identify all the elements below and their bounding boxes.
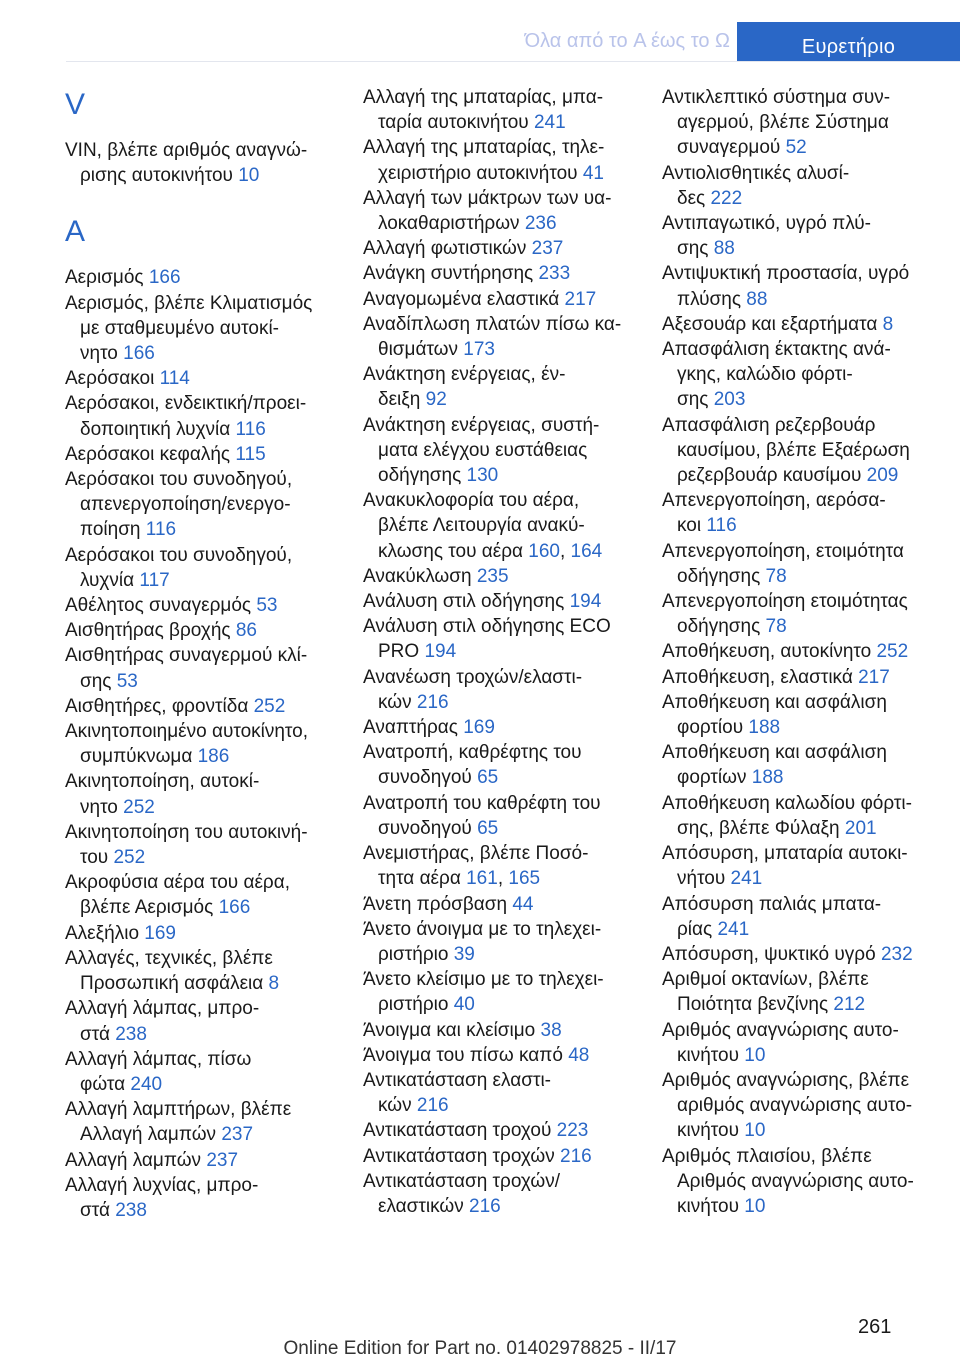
page-reference-link[interactable]: 240 (130, 1073, 163, 1095)
entry-text: Απόσυρση παλιάς μπατα- (662, 893, 882, 915)
entry-text: κών (378, 1095, 417, 1117)
entry-text: κινήτου (677, 1044, 745, 1066)
page-reference-link[interactable]: 160 (528, 540, 560, 562)
entry-text: Αλλαγή λαμπών (65, 1149, 207, 1171)
index-entry (363, 413, 638, 489)
entry-text: συνοδηγού (378, 817, 478, 839)
index-entry (363, 287, 638, 312)
index-entry (363, 1118, 638, 1143)
entry-text: οδήγησης (378, 465, 467, 487)
entry-text: Αλλαγή των μάκτρων των υα- (363, 187, 612, 209)
page-reference-link[interactable]: 116 (145, 519, 177, 541)
page-reference-link[interactable]: 65 (477, 817, 499, 839)
index-entry (65, 946, 340, 996)
entry-text: δειξη (378, 389, 426, 411)
entry-text: Αντικατάσταση τροχού (363, 1120, 557, 1142)
entry-text: σης (677, 238, 714, 260)
page-reference-link[interactable]: 201 (844, 817, 877, 839)
index-entry (65, 366, 340, 391)
entry-text: Αριθμός αναγνώρισης, βλέπε (662, 1069, 910, 1091)
index-entry (65, 643, 340, 693)
entry-text: Απασφάλιση έκτακτης ανά- (662, 339, 891, 361)
entry-text: γκης, καλώδιο φόρτι- (677, 364, 853, 386)
entry-text: νήτου (677, 868, 731, 890)
entry-text: Ανάλυση στιλ οδήγησης (363, 591, 570, 613)
index-entry (65, 265, 340, 290)
index-entry (363, 715, 638, 740)
page-reference-link[interactable]: 209 (866, 465, 899, 487)
index-entry (662, 337, 937, 413)
entry-text: Ανακυκλοφορία του αέρα, (363, 490, 580, 512)
entry-text: Ανεμιστήρας, βλέπε Ποσό- (363, 843, 589, 865)
index-entry (662, 211, 937, 261)
entry-text: Ανατροπή του καθρέφτη του (363, 792, 601, 814)
entry-text: ρίας (677, 918, 718, 940)
entry-text: Ποιότητα βενζίνης (677, 994, 834, 1016)
entry-text: Ακροφύσια αέρα του αέρα, (65, 872, 290, 894)
index-entry (363, 892, 638, 917)
index-entry (363, 1068, 638, 1118)
page-reference-link[interactable]: 10 (238, 165, 260, 187)
page-reference-link[interactable]: 92 (425, 389, 447, 411)
entry-text: απενεργοποίηση/ενεργο- (80, 494, 291, 516)
index-entry (65, 543, 340, 593)
index-entry (363, 967, 638, 1017)
page-reference-link[interactable]: 216 (469, 1195, 501, 1217)
entry-text: Αλλαγή της μπαταρίας, μπα- (363, 87, 604, 108)
page-reference-link[interactable]: 237 (206, 1149, 239, 1171)
entry-text: Αριθμός πλαισίου, βλέπε (662, 1145, 872, 1167)
entry-text: Αλλαγή της μπαταρίας, τηλε- (363, 137, 605, 159)
index-entry (65, 921, 340, 946)
footer-edition: Online Edition for Part no. 01402978825 - II/17 (283, 1338, 677, 1359)
page-reference-link[interactable]: 241 (730, 868, 763, 890)
index-entry (662, 488, 937, 538)
entry-text: με σταθμευμένο αυτοκί- (80, 317, 280, 339)
index-entry (662, 791, 937, 841)
index-entry (363, 1144, 638, 1169)
entry-text: Αλλαγή λυχνίας, μπρο- (65, 1174, 259, 1196)
entry-text: VIN, βλέπε αριθμός αναγνώ- (65, 140, 308, 161)
entry-text: Απόσυρση, μπαταρία αυτοκι- (662, 843, 908, 865)
entry-text: Ακινητοποίηση, αυτοκί- (65, 771, 260, 793)
entry-text: Αλλαγές, τεχνικές, βλέπε (65, 947, 273, 969)
page-reference-link[interactable]: 10 (744, 1044, 766, 1066)
page-reference-link[interactable]: 194 (569, 591, 602, 613)
entry-text: Αντικατάσταση τροχών/ (363, 1170, 560, 1192)
index-letter-heading: V (65, 88, 86, 121)
entry-text: Αισθητήρας συναγερμού κλί- (65, 645, 308, 667)
index-column-1 (65, 85, 340, 1223)
page-reference-link[interactable]: 65 (477, 767, 499, 789)
page-reference-link[interactable]: 8 (268, 973, 280, 995)
index-entry (65, 467, 340, 543)
entry-text: Αλλαγή λαμπτήρων, βλέπε (65, 1099, 292, 1121)
page-reference-link[interactable]: 164 (570, 540, 603, 562)
entry-text: βλέπε Λειτουργία ανακύ- (378, 515, 585, 537)
page-reference-link[interactable]: 116 (706, 515, 737, 537)
page-reference-link[interactable]: 39 (453, 943, 475, 965)
page-reference-link[interactable]: 238 (115, 1023, 147, 1045)
page-reference-link[interactable]: 252 (876, 641, 909, 663)
entry-text: Αερισμός (65, 267, 149, 289)
entry-text: Αναγομωμένα ελαστικά (363, 288, 565, 310)
entry-text: Αερόσακοι του συνοδηγού, (65, 544, 293, 566)
page-reference-link[interactable]: 235 (476, 565, 509, 587)
index-entry (662, 740, 937, 790)
page-reference-link[interactable]: 252 (123, 796, 155, 818)
index-entry (65, 719, 340, 769)
entry-text: ποίηση (80, 519, 146, 541)
index-column-3 (662, 85, 937, 1219)
entry-text: Αισθητήρας βροχής (65, 620, 236, 642)
entry-text: Αερόσακοι, ενδεικτική/προει- (65, 393, 307, 415)
index-entry (65, 593, 340, 618)
entry-text: PRO (378, 641, 425, 663)
page-reference-link[interactable]: 169 (144, 922, 176, 944)
entry-text: Αντικατάσταση τροχών (363, 1145, 560, 1167)
entry-text: αριθμός αναγνώρισης αυτο- (677, 1095, 913, 1117)
entry-text: Άνετο άνοιγμα με το τηλεχει- (363, 918, 602, 940)
entry-text: Αριθμός αναγνώρισης αυτο- (662, 1019, 899, 1041)
entry-text: Αερόσακοι κεφαλής (65, 443, 236, 465)
entry-text: Προσωπική ασφάλεια (80, 973, 269, 995)
entry-text: Αντιψυκτική προστασία, υγρό (662, 263, 910, 285)
entry-text: πλύσης (677, 288, 747, 310)
entry-text: οδήγησης (677, 565, 766, 587)
index-entry (363, 1043, 638, 1068)
page-reference-link[interactable]: 216 (416, 691, 449, 713)
index-entry (662, 413, 937, 489)
page-reference-link[interactable]: 241 (533, 112, 566, 134)
entry-text: Ανάγκη συντήρησης (363, 263, 539, 285)
entry-text: σης, βλέπε Φύλαξη (677, 817, 845, 839)
entry-text: βλέπε Αερισμός (80, 897, 219, 919)
page-reference-link[interactable]: 88 (746, 288, 768, 310)
page-reference-link[interactable]: 252 (253, 695, 286, 717)
entry-text: Απασφάλιση ρεζερβουάρ (662, 414, 876, 436)
entry-text: χειριστήριο αυτοκινήτου (378, 162, 583, 184)
entry-text: Αντικατάσταση ελαστι- (363, 1069, 551, 1091)
page-reference-link[interactable]: 166 (218, 897, 251, 919)
page-reference-link[interactable]: 169 (463, 717, 495, 739)
page-reference-link[interactable]: 8 (882, 313, 894, 335)
index-entry (363, 85, 638, 135)
page-reference-link[interactable]: 10 (744, 1120, 766, 1142)
entry-text: Ακινητοποίηση του αυτοκινή- (65, 821, 308, 843)
entry-text: Αλλαγή λάμπας, μπρο- (65, 998, 260, 1020)
page-reference-link[interactable]: 53 (256, 595, 278, 617)
index-entry (662, 892, 937, 942)
entry-text: Αερόσακοι του συνοδηγού, (65, 469, 293, 491)
index-entry (363, 665, 638, 715)
page-reference-link[interactable]: 241 (717, 918, 750, 940)
entry-text: κοι (677, 515, 707, 537)
entry-text: Απενεργοποίηση, ετοιμότητα (662, 540, 904, 562)
page-reference-link[interactable]: 216 (560, 1145, 592, 1167)
index-entry (65, 442, 340, 467)
entry-text: νητο (80, 343, 124, 365)
entry-text: δες (677, 187, 711, 209)
entry-text: συμπύκνωμα (80, 746, 198, 768)
index-entry (662, 841, 937, 891)
page-reference-link[interactable]: 53 (116, 670, 138, 692)
index-entry (662, 967, 937, 1017)
entry-text: Αποθήκευση, ελαστικά (662, 666, 859, 688)
entry-text: Ανάλυση στιλ οδήγησης ECO (363, 616, 611, 638)
page-reference-link[interactable]: 41 (582, 162, 604, 184)
entry-text: σης (80, 670, 117, 692)
index-entry (363, 312, 638, 362)
entry-text: Απόσυρση, ψυκτικό υγρό (662, 943, 881, 965)
page-reference-link[interactable]: 86 (235, 620, 257, 642)
entry-text: τητα αέρα (378, 868, 467, 890)
entry-text: δοποιητική λυχνία (80, 418, 236, 440)
page-reference-link[interactable]: 188 (751, 767, 784, 789)
index-entry (662, 161, 937, 211)
page-reference-link[interactable]: 238 (115, 1199, 147, 1221)
entry-text: Άνετο κλείσιμο με το τηλεχει- (363, 969, 604, 991)
page-reference-link[interactable]: 88 (713, 238, 735, 260)
index-entry (363, 564, 638, 589)
entry-text: ματα ελέγχου ευστάθειας (378, 439, 588, 461)
page-reference-link[interactable]: 233 (538, 263, 571, 285)
entry-text: Αριθμοί οκτανίων, βλέπε (662, 969, 869, 991)
page-reference-link[interactable]: 223 (556, 1120, 589, 1142)
index-entry (363, 614, 638, 664)
entry-text: Αλλαγή λάμπας, πίσω (65, 1048, 252, 1070)
entry-text: Αισθητήρες, φροντίδα (65, 695, 254, 717)
page-reference-link[interactable]: 237 (531, 238, 564, 260)
index-entry (662, 539, 937, 589)
index-entry (65, 291, 340, 367)
entry-text: Απενεργοποίηση, αερόσα- (662, 490, 886, 512)
entry-text: Ανάκτηση ενέργειας, έν- (363, 364, 566, 386)
index-entry (363, 917, 638, 967)
page-header (0, 0, 960, 62)
index-entry (65, 1148, 340, 1173)
entry-text: αγερμού, βλέπε Σύστημα (677, 112, 889, 134)
page-reference-link[interactable]: 166 (123, 343, 155, 365)
index-entry (65, 1047, 340, 1097)
page-number: 261 (858, 1316, 892, 1338)
entry-text: ρεζερβουάρ καυσίμου (677, 465, 867, 487)
entry-text: λυχνία (80, 569, 140, 591)
index-entry (363, 1018, 638, 1043)
page-reference-link[interactable]: 217 (564, 288, 597, 310)
index-entry (65, 870, 340, 920)
entry-text: Άνοιγμα του πίσω καπό (363, 1044, 569, 1066)
index-entry (662, 312, 937, 337)
index-entry (662, 665, 937, 690)
page-reference-link[interactable]: 232 (880, 943, 913, 965)
entry-text: θισμάτων (378, 339, 464, 361)
index-entry: Ανακυκλοφορία του αέρα, βλέπε Λειτουργία ανακύ- κλωσης του αέρα 160, 164 (363, 490, 603, 562)
index-entry (662, 589, 937, 639)
index-entry (363, 135, 638, 185)
page-reference-link[interactable]: 38 (540, 1019, 562, 1041)
entry-text: ριστήριο (378, 943, 454, 965)
entry-text: στά (80, 1199, 116, 1221)
entry-text: καυσίμου, βλέπε Εξαέρωση (677, 439, 910, 461)
page-reference-link[interactable]: 78 (765, 616, 787, 638)
entry-text: κινήτου (677, 1120, 745, 1142)
entry-text: κλωσης του αέρα (378, 540, 529, 562)
entry-text: Αναπτήρας (363, 717, 464, 739)
entry-text: φορτίου (677, 717, 749, 739)
entry-text: Ανανέωση τροχών/ελαστι- (363, 666, 583, 688)
entry-text: Αποθήκευση και ασφάλιση (662, 691, 887, 713)
entry-text: Ανάκτηση ενέργειας, συστή- (363, 414, 600, 436)
entry-text: συνοδηγού (378, 767, 478, 789)
entry-text: Ακινητοποιημένο αυτοκίνητο, (65, 721, 309, 743)
page-reference-link[interactable]: 186 (197, 746, 230, 768)
page-reference-link[interactable]: 203 (713, 389, 746, 411)
index-entry (65, 1097, 340, 1147)
entry-text: του (80, 847, 114, 869)
index-entry (363, 236, 638, 261)
entry-text: σης (677, 389, 714, 411)
page-reference-link[interactable]: 115 (235, 443, 266, 465)
page-reference-link[interactable]: 44 (512, 893, 534, 915)
entry-text: στά (80, 1023, 116, 1045)
page-reference-link[interactable]: 161 (466, 868, 498, 890)
page-reference-link[interactable]: 10 (744, 1195, 766, 1217)
index-entry: Ανεμιστήρας, βλέπε Ποσό- τητα αέρα 161, 165 (363, 843, 589, 890)
entry-text: Αναδίπλωση πλατών πίσω κα- (363, 313, 622, 335)
entry-text: ριστήριο (378, 994, 454, 1016)
entry-text: Άνοιγμα και κλείσιμο (363, 1019, 541, 1041)
page-reference-link[interactable]: 130 (466, 465, 499, 487)
index-entry (363, 261, 638, 286)
entry-text: οδήγησης (677, 616, 766, 638)
entry-text: Απενεργοποίηση ετοιμότητας (662, 591, 908, 613)
index-entry (363, 362, 638, 412)
index-entry (662, 942, 937, 967)
page-reference-link[interactable]: 165 (508, 868, 541, 890)
page-reference-link[interactable]: 252 (113, 847, 146, 869)
entry-text: Αποθήκευση, αυτοκίνητο (662, 641, 877, 663)
entry-text: Άνετη πρόσβαση (363, 893, 513, 915)
index-entry (662, 1068, 937, 1144)
entry-text: Αερόσακοι (65, 368, 160, 390)
entry-text: Αριθμός αναγνώρισης αυτο- (677, 1170, 914, 1192)
entry-text: ελαστικών (378, 1195, 470, 1217)
entry-text: Αερισμός, βλέπε Κλιματισμός (65, 292, 313, 314)
page-reference-link[interactable]: 166 (148, 267, 181, 289)
index-letter-heading: A (65, 215, 86, 249)
page-reference-link[interactable]: 117 (139, 569, 170, 591)
page-reference-link[interactable]: 216 (416, 1095, 449, 1117)
entry-text: νητο (80, 796, 124, 818)
page-reference-link[interactable]: 236 (524, 213, 557, 235)
entry-text: Ανακύκλωση (363, 565, 477, 587)
header-title: Ευρετήριο (737, 22, 960, 62)
index-entry (662, 639, 937, 664)
entry-text: Αθέλητος συναγερμός (65, 595, 257, 617)
index-entry (65, 820, 340, 870)
entry-text: Ανατροπή, καθρέφτης του (363, 742, 582, 764)
page-reference-link[interactable]: 116 (235, 418, 266, 440)
index-entry (363, 791, 638, 841)
index-entry (662, 85, 937, 161)
entry-text: λοκαθαριστήρων (378, 213, 525, 235)
entry-text: Αντικλεπτικό σύστημα συν- (662, 87, 891, 108)
index-column-2 (363, 85, 638, 1219)
index-entry (662, 261, 937, 311)
page-reference-link[interactable]: 48 (568, 1044, 590, 1066)
index-entry (662, 1018, 937, 1068)
entry-text: κινήτου (677, 1195, 745, 1217)
page-reference-link[interactable]: 173 (463, 339, 495, 361)
entry-text: ταρία αυτοκινήτου (378, 112, 534, 134)
index-entry (363, 186, 638, 236)
entry-text: φώτα (80, 1073, 131, 1095)
index-entry (363, 589, 638, 614)
index-entry (65, 618, 340, 643)
index-entry (662, 690, 937, 740)
entry-text: Αξεσουάρ και εξαρτήματα (662, 313, 883, 335)
index-entry (65, 996, 340, 1046)
header-section: Όλα από το A έως το Ω (524, 30, 730, 52)
index-entry (65, 769, 340, 819)
index-entry (65, 391, 340, 441)
page-reference-link[interactable]: 78 (765, 565, 787, 587)
index-entry (363, 740, 638, 790)
index-entry (65, 138, 340, 188)
entry-text: συναγερμού (677, 137, 786, 159)
page-reference-link[interactable]: 212 (833, 994, 866, 1016)
index-entry (65, 1173, 340, 1223)
header-divider (66, 61, 960, 62)
index-entry (662, 1144, 937, 1220)
index-entry (363, 1169, 638, 1219)
index-entry (65, 694, 340, 719)
page-reference-link[interactable]: 52 (785, 137, 807, 159)
entry-text: Αλλαγή φωτιστικών (363, 238, 532, 260)
page-reference-link[interactable]: 114 (159, 368, 190, 390)
entry-text: Αντιολισθητικές αλυσί- (662, 162, 850, 184)
page-reference-link[interactable]: 188 (748, 717, 781, 739)
entry-text: Αλεξήλιο (65, 922, 145, 944)
page-reference-link[interactable]: 40 (453, 994, 475, 1016)
page-reference-link[interactable]: 194 (424, 641, 457, 663)
entry-text: Αλλαγή λαμπών (80, 1124, 222, 1146)
entry-text: Αντιπαγωτικό, υγρό πλύ- (662, 213, 871, 235)
entry-text: φορτίων (677, 767, 752, 789)
page-reference-link[interactable]: 237 (221, 1124, 254, 1146)
page-reference-link[interactable]: 222 (710, 187, 743, 209)
page-reference-link[interactable]: 217 (858, 666, 890, 688)
entry-text: Αποθήκευση καλωδίου φόρτι- (662, 792, 912, 814)
entry-text: κών (378, 691, 417, 713)
entry-text: ρισης αυτοκινήτου (80, 165, 239, 187)
entry-text: Αποθήκευση και ασφάλιση (662, 742, 887, 764)
